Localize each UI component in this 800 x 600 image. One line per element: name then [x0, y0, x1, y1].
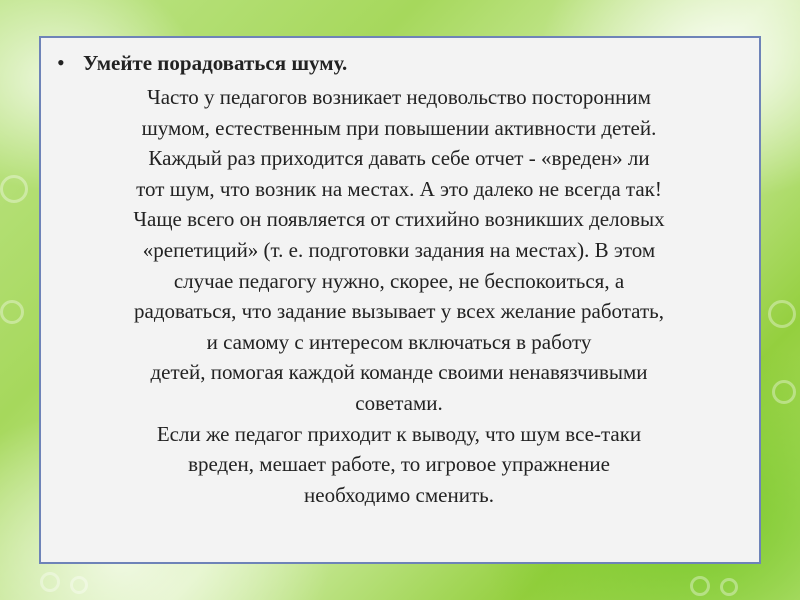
slide-text-box: [39, 36, 761, 564]
decorative-circle: [720, 578, 738, 596]
paragraph-line: Чаще всего он появляется от стихийно возникших деловых: [133, 207, 665, 232]
paragraph-line: Каждый раз приходится давать себе отчет - «вреден» ли: [148, 146, 650, 171]
paragraph-line: советами.: [355, 390, 443, 415]
paragraph-line: Часто у педагогов возникает недовольство посторонним: [147, 85, 651, 109]
paragraph-line: случае педагогу нужно, скорее, не беспокоиться, а: [173, 268, 625, 293]
slide-heading-text: Умейте порадоваться шуму.: [83, 51, 348, 75]
conclusion-paragraph: [53, 419, 745, 511]
slide-heading: [53, 48, 745, 78]
decorative-circle: [0, 300, 24, 324]
conclusion-line: вреден, мешает работе, то игровое упражнение: [188, 452, 610, 477]
paragraph-line: «репетиций» (т. е. подготовки задания на местах). В этом: [142, 237, 656, 262]
conclusion-line: необходимо сменить.: [304, 482, 494, 507]
decorative-circle: [690, 576, 710, 596]
conclusion-line: Если же педагог приходит к выводу, что шум все-таки: [156, 421, 642, 446]
paragraph-line: тот шум, что возник на местах. А это далеко не всегда так!: [136, 176, 662, 201]
decorative-circle: [70, 576, 88, 594]
decorative-circle: [40, 572, 60, 592]
decorative-circle: [0, 175, 28, 203]
decorative-circle: [768, 300, 796, 328]
paragraph-line: радоваться, что задание вызывает у всех желание работать,: [134, 299, 664, 324]
paragraph-line: и самому с интересом включаться в работу: [206, 329, 592, 354]
paragraph-line: детей, помогая каждой команде своими ненавязчивыми: [150, 360, 648, 385]
paragraph-line: шумом, естественным при повышении активности детей.: [141, 115, 657, 140]
decorative-circle: [772, 380, 796, 404]
main-paragraph: [53, 82, 745, 419]
bullet-icon: •: [57, 50, 65, 75]
